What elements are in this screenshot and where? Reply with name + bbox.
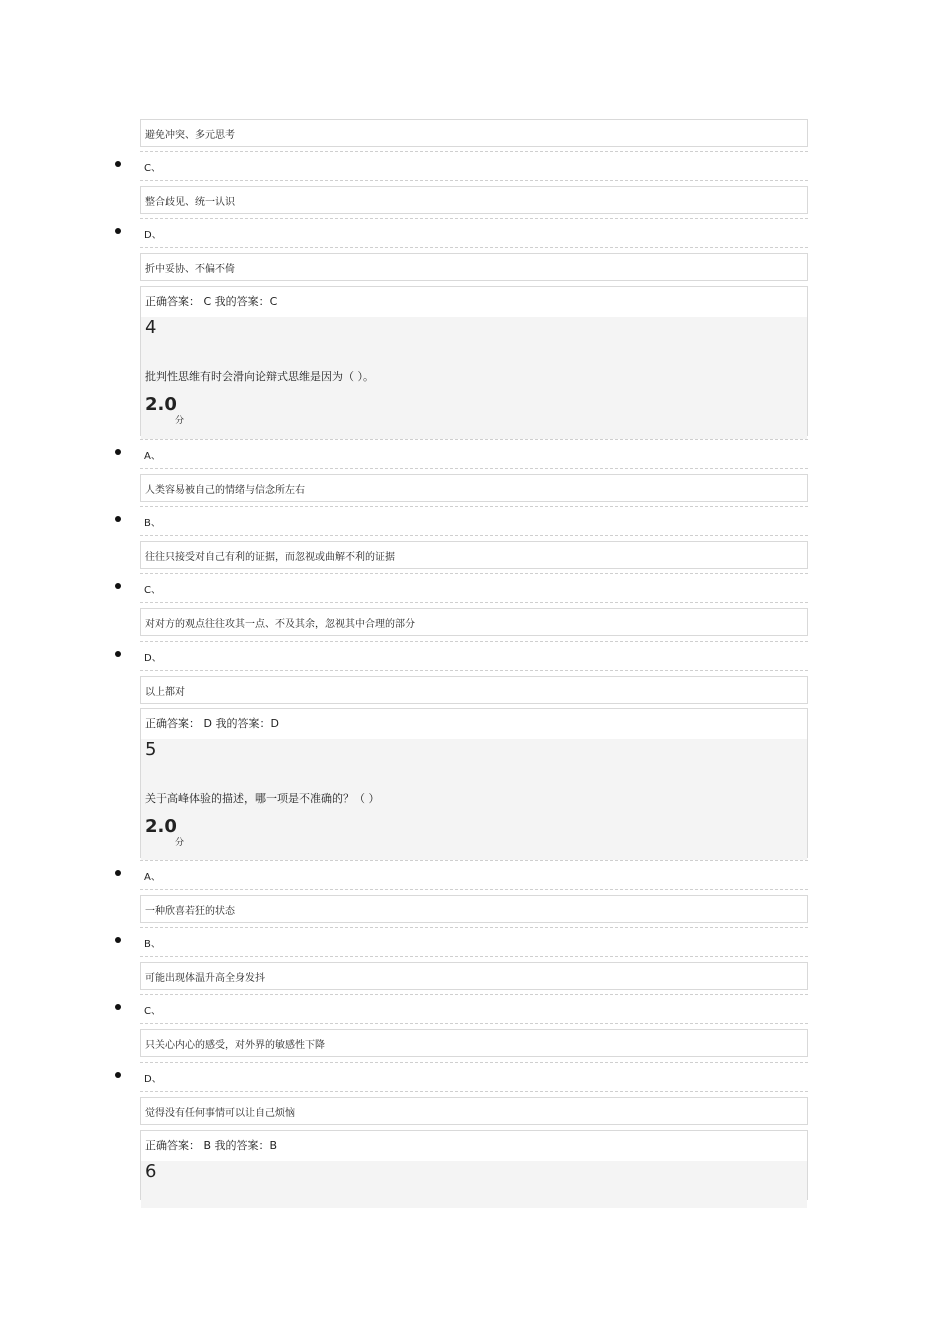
score-unit: 分 [175, 838, 185, 848]
option-d-label[interactable]: D、 [140, 641, 808, 671]
option-d-text: 觉得没有任何事情可以让自己烦恼 [140, 1097, 808, 1125]
option-a-text: 一种欣喜若狂的状态 [140, 895, 808, 923]
question-header [141, 1161, 807, 1208]
option-b-text: 避免冲突、多元思考 [140, 119, 808, 147]
option-c-label[interactable]: C、 [140, 994, 808, 1024]
option-b-label[interactable]: B、 [140, 927, 808, 957]
option-a-label[interactable]: A、 [140, 439, 808, 469]
option-d-text: 折中妥协、不偏不倚 [140, 253, 808, 281]
question-number: 5 [145, 739, 157, 760]
option-c-text: 只关心内心的感受，对外界的敏感性下降 [140, 1029, 808, 1057]
bullet-icon [115, 228, 121, 234]
score-unit: 分 [175, 416, 185, 426]
option-c-label[interactable]: C、 [140, 151, 808, 181]
question-header [141, 317, 807, 444]
question-number: 4 [145, 317, 157, 338]
bullet-icon [115, 516, 121, 522]
question-4-card [140, 286, 808, 436]
bullet-icon [115, 937, 121, 943]
option-c-text: 对对方的观点往往攻其一点、不及其余，忽视其中合理的部分 [140, 608, 808, 636]
option-d-text: 以上都对 [140, 676, 808, 704]
answer-line: 正确答案： C 我的答案：C [145, 295, 278, 308]
bullet-icon [115, 449, 121, 455]
bullet-icon [115, 1072, 121, 1078]
question-text: 关于高峰体验的描述，哪一项是不准确的？（ ） [145, 792, 380, 805]
option-b-text: 往往只接受对自己有利的证据，而忽视或曲解不利的证据 [140, 541, 808, 569]
question-6-card [140, 1130, 808, 1200]
question-number: 6 [145, 1161, 157, 1182]
question-header [141, 739, 807, 866]
bullet-icon [115, 870, 121, 876]
bullet-icon [115, 161, 121, 167]
answer-line: 正确答案： D 我的答案：D [145, 717, 279, 730]
option-c-text: 整合歧见、统一认识 [140, 186, 808, 214]
bullet-icon [115, 583, 121, 589]
question-text: 批判性思维有时会滑向论辩式思维是因为（ ）。 [145, 370, 374, 383]
question-5-card [140, 708, 808, 858]
option-d-label[interactable]: D、 [140, 1062, 808, 1092]
option-b-text: 可能出现体温升高全身发抖 [140, 962, 808, 990]
option-a-text: 人类容易被自己的情绪与信念所左右 [140, 474, 808, 502]
answer-line: 正确答案： B 我的答案：B [145, 1139, 278, 1152]
option-b-label[interactable]: B、 [140, 506, 808, 536]
question-score: 2.0 [145, 394, 177, 415]
bullet-icon [115, 1004, 121, 1010]
bullet-icon [115, 651, 121, 657]
option-c-label[interactable]: C、 [140, 573, 808, 603]
option-a-label[interactable]: A、 [140, 860, 808, 890]
question-score: 2.0 [145, 816, 177, 837]
option-d-label[interactable]: D、 [140, 218, 808, 248]
